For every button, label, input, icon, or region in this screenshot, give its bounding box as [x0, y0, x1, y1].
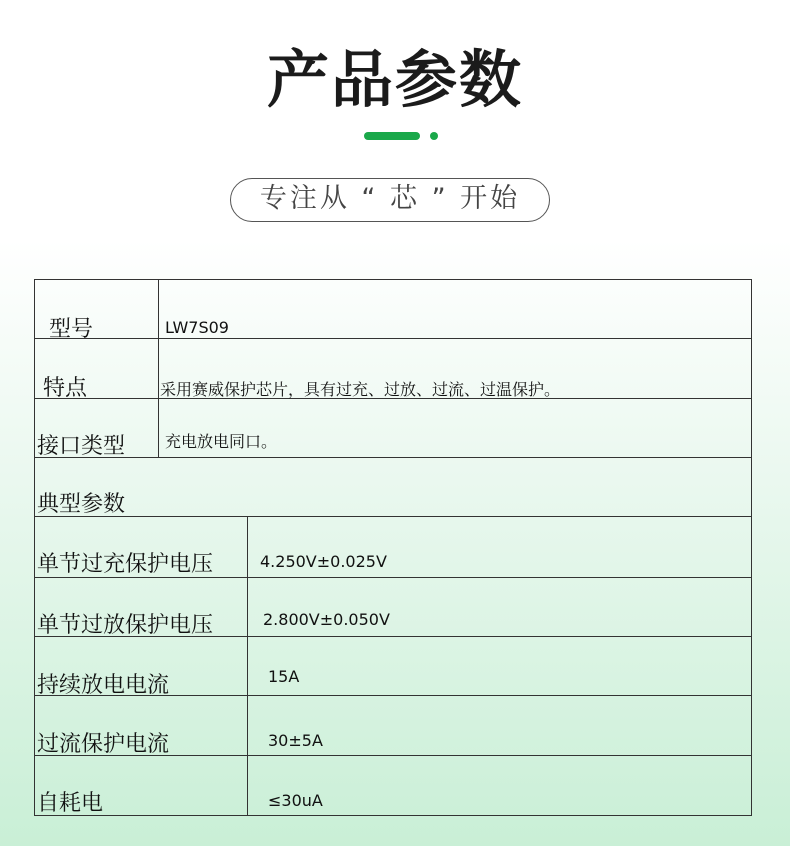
label-cell	[35, 578, 248, 636]
label-cell	[35, 696, 248, 755]
value-cell	[159, 399, 751, 457]
row-value-overcharge: 4.250V±0.025V	[260, 552, 387, 571]
slogan-pill: 专注从 “ 芯 ” 开始	[230, 178, 550, 222]
table-section-header-row	[35, 458, 751, 517]
value-cell	[248, 517, 751, 577]
row-label-overcurrent: 过流保护电流	[37, 732, 170, 757]
row-value-model: LW7S09	[165, 318, 229, 337]
label-cell	[35, 399, 159, 457]
accent-dot	[430, 132, 438, 140]
row-value-features: 采用赛威保护芯片，具有过充、过放、过流、过温保护。	[160, 380, 561, 399]
accent-bar	[364, 132, 420, 140]
table-row	[35, 637, 751, 696]
value-cell	[248, 696, 751, 755]
value-cell	[159, 339, 751, 398]
row-label-model: 型号	[49, 317, 94, 342]
row-value-overcurrent: 30±5A	[268, 731, 323, 750]
row-label-features: 特点	[43, 376, 88, 401]
page-title: 产品参数	[266, 43, 523, 116]
spec-table	[34, 279, 752, 816]
row-value-continuous-discharge: 15A	[268, 667, 300, 686]
section-header-cell	[35, 458, 751, 516]
value-cell	[248, 578, 751, 636]
row-value-overdischarge: 2.800V±0.050V	[263, 610, 390, 629]
label-cell	[35, 756, 248, 815]
row-label-continuous-discharge: 持续放电电流	[37, 673, 170, 698]
table-row	[35, 578, 751, 637]
label-cell	[35, 280, 159, 342]
table-row	[35, 756, 751, 815]
value-cell	[159, 280, 751, 338]
label-cell	[35, 517, 248, 577]
label-cell	[35, 637, 248, 698]
row-label-overcharge: 单节过充保护电压	[37, 552, 214, 577]
table-row	[35, 280, 751, 342]
table-row	[35, 517, 751, 578]
row-value-self-consumption: ≤30uA	[268, 791, 323, 810]
row-label-self-consumption: 自耗电	[37, 791, 104, 816]
title-accent-divider	[364, 132, 444, 140]
row-label-interface: 接口类型	[37, 434, 126, 459]
value-cell	[248, 637, 751, 695]
table-row	[35, 339, 751, 399]
label-cell	[35, 339, 159, 401]
section-header-typical: 典型参数	[37, 492, 126, 517]
row-label-overdischarge: 单节过放保护电压	[37, 613, 214, 638]
row-value-interface: 充电放电同口。	[165, 432, 278, 451]
value-cell	[248, 756, 751, 815]
table-row	[35, 399, 751, 458]
table-row	[35, 696, 751, 756]
